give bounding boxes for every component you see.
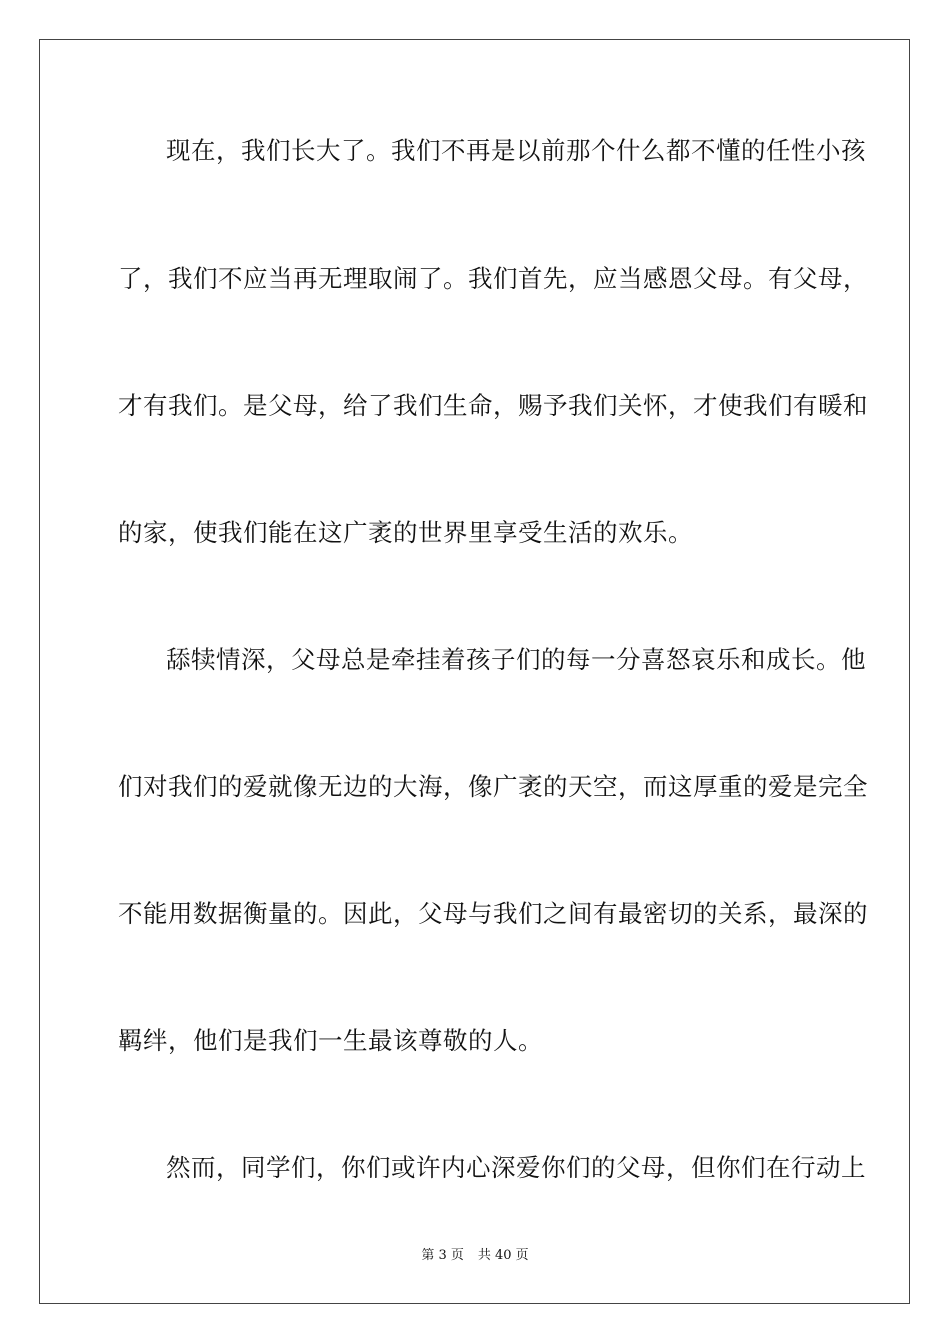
paragraph-3-line-1: 然而，同学们，你们或许内心深爱你们的父母，但你们在行动上 [166, 1153, 866, 1182]
page-footer [0, 1248, 950, 1264]
paragraph-2-line-3: 不能用数据衡量的。因此，父母与我们之间有最密切的关系，最深的 [118, 899, 868, 928]
paragraph-2-line-1: 舔犊情深，父母总是牵挂着孩子们的每一分喜怒哀乐和成长。他 [166, 645, 866, 674]
paragraph-2-line-4: 羁绊，他们是我们一生最该尊敬的人。 [118, 1026, 543, 1055]
paragraph-2-line-2: 们对我们的爱就像无边的大海，像广袤的天空，而这厚重的爱是完全 [118, 772, 868, 801]
paragraph-1-line-2: 了，我们不应当再无理取闹了。我们首先，应当感恩父母。有父母， [118, 264, 868, 293]
page-number: 第 3 页 [421, 1248, 464, 1263]
paragraph-1-line-4: 的家，使我们能在这广袤的世界里享受生活的欢乐。 [118, 518, 693, 547]
paragraph-1-line-1: 现在，我们长大了。我们不再是以前那个什么都不懂的任性小孩 [166, 136, 866, 165]
paragraph-1-line-3: 才有我们。是父母，给了我们生命，赐予我们关怀，才使我们有暖和 [118, 391, 868, 420]
page-total: 共 40 页 [477, 1248, 529, 1263]
